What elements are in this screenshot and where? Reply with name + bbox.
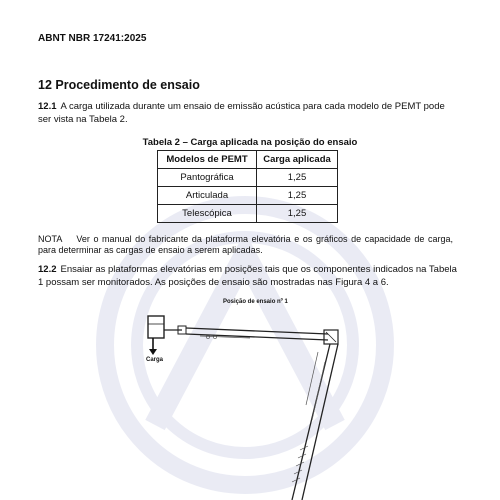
table-caption: Tabela 2 – Carga aplicada na posição do ensaio — [142, 137, 358, 148]
note-text: Ver o manual do fabricante da plataforma elevatória e os gráficos de capacidade de carga, para determinar as cargas de ensaio a serem aplicadas. — [38, 234, 453, 255]
table-row — [158, 169, 338, 187]
boom-lift-figure — [120, 300, 360, 500]
paragraph-number: 12.2 — [38, 264, 57, 275]
table-row — [158, 205, 338, 223]
table-cell-load: 1,25 — [257, 205, 338, 223]
table-cell-model: Telescópica — [158, 205, 257, 223]
table-header: Modelos de PEMT — [158, 151, 257, 169]
table-cell-model: Articulada — [158, 187, 257, 205]
table-header: Carga aplicada — [257, 151, 338, 169]
table-header-row — [158, 151, 338, 169]
table-cell-load: 1,25 — [257, 169, 338, 187]
section-title: 12 Procedimento de ensaio — [38, 78, 200, 92]
paragraph-number: 12.1 — [38, 101, 57, 112]
standard-code: ABNT NBR 17241:2025 — [38, 33, 147, 44]
load-table — [157, 150, 338, 223]
paragraph-12-1 — [38, 100, 458, 126]
note-label: NOTA — [38, 234, 63, 244]
table-cell-model: Pantográfica — [158, 169, 257, 187]
paragraph-12-2 — [38, 263, 458, 289]
table-row — [158, 187, 338, 205]
figure-position-label: Posição de ensaio nº 1 — [223, 299, 288, 305]
paragraph-text: Ensaiar as plataformas elevatórias em posições tais que os componentes indicados na Tabela 1 possam ser monitorados. As posições de ensaio são mostradas nas Figura 4 a 6. — [38, 264, 457, 288]
platform-basket — [148, 316, 164, 338]
note — [38, 234, 453, 256]
figure-load-label: Carga — [146, 357, 164, 363]
paragraph-text: A carga utilizada durante um ensaio de emissão acústica para cada modelo de PEMT pode ser vista na Tabela 2. — [38, 101, 445, 125]
table-cell-load: 1,25 — [257, 187, 338, 205]
